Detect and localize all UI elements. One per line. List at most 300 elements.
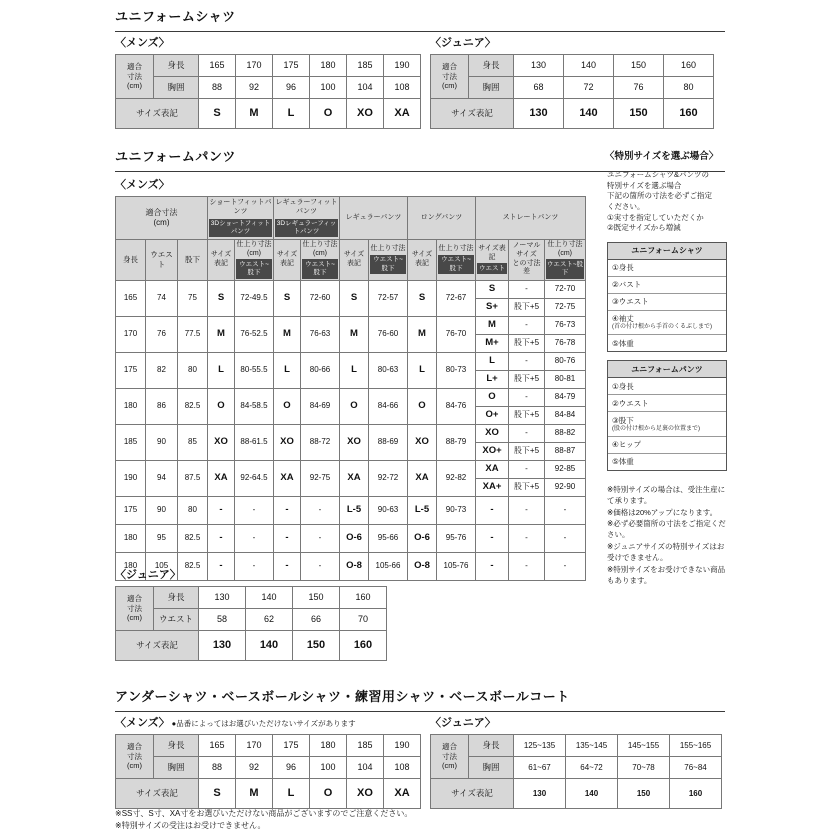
dim-cell: 170 [116,316,146,352]
dim-col-header: 身長 [116,239,146,280]
finished-dim-cell: 76-60 [369,316,408,352]
straight-cell: - [476,496,509,524]
size-cell: 160 [670,779,722,809]
dim-cell: 190 [116,460,146,496]
finished-dim-cell: - [235,552,274,580]
size-cell: XA [208,460,235,496]
size-cell: XO [408,424,437,460]
shirts-section-title: ユニフォームシャツ [115,6,725,32]
size-row-label: サイズ表記 [116,779,199,809]
straight-cell: 88-82 [545,424,586,442]
special-item: ④ヒップ [608,436,726,453]
size-cell: O [340,388,369,424]
straight-cell: - [509,524,545,552]
size-row-label: サイズ表記 [116,99,199,129]
special-item: ①身長 [612,263,634,273]
undershirts-mens-note: ●品番によってはお選びいただけないサイズがあります [171,719,356,728]
finished-dim-cell: 105-76 [437,552,476,580]
straight-cell: 92-85 [545,460,586,478]
value-cell: 61~67 [514,757,566,779]
straight-cell: - [545,552,586,580]
value-cell: 96 [273,77,310,99]
value-cell: 185 [347,55,384,77]
finished-dim-cell: 105-66 [369,552,408,580]
special-notes [607,485,727,587]
finished-dim-cell: 72-67 [437,280,476,316]
value-cell: 66 [293,609,340,631]
dim-cell: 76 [146,316,178,352]
size-cell: O [274,388,301,424]
straight-cell: 84-84 [545,406,586,424]
dim-cell: 75 [178,280,208,316]
value-cell: 170 [236,55,273,77]
size-cell: M [340,316,369,352]
size-cell: XA [384,99,421,129]
size-cell: XA [384,779,421,809]
shirts-junior-block [430,34,714,129]
undershirts-junior-block [430,714,722,809]
finished-dim-cell: 84-58.5 [235,388,274,424]
value-cell: 62 [246,609,293,631]
value-cell: 70~78 [618,757,670,779]
value-cell: 170 [236,735,273,757]
size-cell: - [274,496,301,524]
size-cell: M [208,316,235,352]
value-cell: 92 [236,757,273,779]
size-row [116,631,387,661]
pants-type-subname: 3Dショートフィットパンツ [209,219,272,237]
finished-dim-cell: - [235,496,274,524]
straight-cell: XO [476,424,509,442]
straight-cell: - [509,352,545,370]
size-cell: 150 [293,631,340,661]
finished-dim-cell: 92-75 [301,460,340,496]
row-label: 胸囲 [469,757,514,779]
value-cell: 145~155 [618,735,670,757]
shirts-mens-size-table [115,54,421,129]
value-cell: 72 [564,77,614,99]
straight-cell: 股下+5 [509,478,545,496]
value-cell: 160 [340,587,387,609]
group-header-row [116,197,586,240]
size-cell: XO [347,779,384,809]
dim-cell: 180 [116,552,146,580]
size-cell: XO [340,424,369,460]
dim-row [431,735,722,757]
sub-header-highlight: ウエスト~股下 [302,259,338,278]
dim-cell: 175 [116,352,146,388]
size-cell: - [274,524,301,552]
straight-cell: 72-70 [545,280,586,298]
data-row [116,424,586,442]
size-cell: L-5 [408,496,437,524]
straight-cell: - [509,460,545,478]
sub-header: サイズ表記 [208,239,235,280]
special-box [607,360,727,471]
dim-cell: 87.5 [178,460,208,496]
footnotes [115,808,412,832]
dim-row [431,757,722,779]
dim-row [116,77,421,99]
note-line: ※必ず必要箇所の寸法をご指定ください。 [607,519,726,540]
pants-type-header: ストレートパンツ [476,197,586,240]
size-cell: S [408,280,437,316]
size-cell: 130 [514,99,564,129]
value-cell: 165 [199,55,236,77]
finished-dim-cell: - [301,552,340,580]
sub-header: 仕上り寸法 (cm) ウエスト~股下 [235,239,274,280]
dim-col-header: 股下 [178,239,208,280]
pants-section-title: ユニフォームパンツ [115,146,725,172]
finished-dim-cell: 92-82 [437,460,476,496]
pants-junior-size-table [115,586,387,661]
straight-cell: - [509,424,545,442]
dim-cell: 80 [178,352,208,388]
dim-cell: 95 [146,524,178,552]
dim-cell: 82 [146,352,178,388]
pants-junior-block [115,566,387,661]
straight-cell: XA+ [476,478,509,496]
shirts-mens-block [115,34,421,129]
row-label: 身長 [154,735,199,757]
value-cell: 70 [340,609,387,631]
straight-cell: M [476,316,509,334]
finished-dim-cell: 84-76 [437,388,476,424]
dim-cell: 180 [116,388,146,424]
straight-cell: XA [476,460,509,478]
shirts-junior-label: 〈ジュニア〉 [430,37,496,49]
size-cell: O-6 [408,524,437,552]
straight-cell: 80-81 [545,370,586,388]
value-cell: 160 [664,55,714,77]
finished-dim-cell: 72-57 [369,280,408,316]
value-cell: 104 [347,757,384,779]
value-cell: 185 [347,735,384,757]
dim-row [116,735,421,757]
size-row [116,99,421,129]
size-cell: L-5 [340,496,369,524]
row-label: 胸囲 [154,77,199,99]
value-cell: 125~135 [514,735,566,757]
size-cell: L [273,99,310,129]
size-cell: L [274,352,301,388]
dim-row [116,587,387,609]
section-uniform-pants [115,146,725,671]
value-cell: 108 [384,757,421,779]
finished-dim-cell: 88-79 [437,424,476,460]
value-cell: 175 [273,735,310,757]
special-item-note: (股の付け根から足裏の位置まで) [612,425,700,432]
sub-header: 仕上り寸法 (cm) ウエスト~股下 [545,239,586,280]
special-item-note: (首の付け根から手首のくるぶしまで) [612,324,712,331]
value-cell: 180 [310,735,347,757]
row-label: 胸囲 [469,77,514,99]
dim-cell: 77.5 [178,316,208,352]
finished-dim-cell: 95-66 [369,524,408,552]
straight-cell: S [476,280,509,298]
size-cell: 140 [246,631,293,661]
note-line: ※特別サイズをお受けできない商品もあります。 [607,564,726,585]
special-size-title: 〈特別サイズを選ぶ場合〉 [605,151,719,162]
size-cell: O [208,388,235,424]
value-cell: 165 [199,735,236,757]
dim-cell: 85 [178,424,208,460]
undershirts-mens-table-wrap [115,734,421,809]
special-box-header: ユニフォームパンツ [608,361,726,378]
value-cell: 190 [384,735,421,757]
special-box-header: ユニフォームシャツ [608,243,726,260]
straight-cell: 股下+5 [509,370,545,388]
value-cell: 100 [310,757,347,779]
size-cell: XA [340,460,369,496]
value-cell: 68 [514,77,564,99]
straight-cell: - [545,524,586,552]
straight-cell: 88-87 [545,442,586,460]
straight-cell: - [509,388,545,406]
straight-cell: - [545,496,586,524]
note-line: ※ジュニアサイズの特別サイズはお受けできません。 [607,542,725,563]
pants-type-header: ショートフィットパンツ 3Dショートフィットパンツ [208,197,274,240]
straight-cell: 72-75 [545,298,586,316]
size-cell: 150 [614,99,664,129]
straight-cell: 80-76 [545,352,586,370]
straight-cell: 股下+5 [509,442,545,460]
finished-dim-cell: 76-70 [437,316,476,352]
straight-cell: - [476,552,509,580]
size-row-label: サイズ表記 [116,631,199,661]
dim-row [431,77,714,99]
special-intro: ユニフォームシャツ&パンツの 特別サイズを選ぶ場合 下記の箇所の寸法を必ずご指定 ください。 ①実寸を指定していただくか ②既定サイズから増減 [607,170,712,233]
pants-junior-table-wrap [115,586,387,661]
size-cell: L [208,352,235,388]
special-item: ①身長 [612,381,634,391]
row-label: ウエスト [154,609,199,631]
row-label: 身長 [154,55,199,77]
undershirts-mens-label-row [115,714,421,730]
undershirts-mens-label: 〈メンズ〉 [115,717,170,729]
value-cell: 88 [199,77,236,99]
section-uniform-shirts [115,6,725,142]
pants-type-subname: 3Dレギュラーフィットパンツ [275,219,338,237]
sub-header: サイズ表記 [408,239,437,280]
size-cell: 130 [514,779,566,809]
finished-dim-cell: 88-72 [301,424,340,460]
dim-row [116,757,421,779]
value-cell: 140 [246,587,293,609]
dim-cell: 185 [116,424,146,460]
data-row [116,316,586,334]
size-cell: O-6 [340,524,369,552]
dim-cell: 175 [116,496,146,524]
data-row [116,352,586,370]
finished-dim-cell: - [301,496,340,524]
special-box [607,242,727,353]
straight-cell: 84-79 [545,388,586,406]
straight-cell: O+ [476,406,509,424]
straight-cell: - [509,496,545,524]
value-cell: 96 [273,757,310,779]
size-row-label: サイズ表記 [431,779,514,809]
straight-cell: 股下+5 [509,334,545,352]
finished-dim-cell: 88-61.5 [235,424,274,460]
note-line: ※価格は20%アップになります。 [607,507,718,517]
finished-dim-cell: 84-66 [369,388,408,424]
straight-cell: 76-78 [545,334,586,352]
finished-dim-cell: - [301,524,340,552]
special-item: ②バスト [608,276,726,293]
pants-mens-table-wrap [115,196,586,581]
row-label: 胸囲 [154,757,199,779]
straight-cell: 股下+5 [509,298,545,316]
pants-type-header: レギュラーフィットパンツ 3Dレギュラーフィットパンツ [274,197,340,240]
size-cell: XO [208,424,235,460]
dim-row [431,55,714,77]
sub-header-highlight: ウエスト~股下 [370,255,406,274]
value-cell: 130 [514,55,564,77]
dim-row [116,55,421,77]
special-item: ②ウエスト [608,394,726,411]
finished-dim-cell: 95-76 [437,524,476,552]
row-label: 身長 [469,55,514,77]
data-row [116,496,586,524]
size-cell: S [340,280,369,316]
dim-cell: 165 [116,280,146,316]
size-cell: 140 [566,779,618,809]
dim-cell: 94 [146,460,178,496]
special-item: ④袖丈 (首の付け根から手首のくるぶしまで) [608,310,726,335]
value-cell: 88 [199,757,236,779]
size-row [431,779,722,809]
dim-cell: 82.5 [178,524,208,552]
finished-dim-cell: 92-72 [369,460,408,496]
data-row [116,524,586,552]
sub-header: サイズ表記 [340,239,369,280]
size-cell: 160 [340,631,387,661]
size-cell: 150 [618,779,670,809]
finished-dim-cell: 76-63 [301,316,340,352]
size-cell: L [340,352,369,388]
value-cell: 76~84 [670,757,722,779]
finished-dim-cell: 84-69 [301,388,340,424]
special-item: ⑤体重 [608,453,726,470]
dim-cell: 82.5 [178,552,208,580]
finished-dim-cell: 80-73 [437,352,476,388]
straight-cell: M+ [476,334,509,352]
dim-header: 適合 寸法 (cm) [431,55,469,99]
size-cell: M [236,99,273,129]
data-row [116,388,586,406]
pants-mens-block [115,176,586,581]
pants-mens-table [115,196,586,581]
size-cell: 140 [564,99,614,129]
row-label: 身長 [154,587,199,609]
straight-cell: S+ [476,298,509,316]
undershirts-mens-size-table [115,734,421,809]
sub-header: 仕上り寸法 ウエスト~股下 [437,239,476,280]
value-cell: 180 [310,55,347,77]
shirts-junior-table-wrap [430,54,714,129]
size-cell: S [199,779,236,809]
finished-dim-cell: 76-52.5 [235,316,274,352]
value-cell: 155~165 [670,735,722,757]
dim-row [116,609,387,631]
size-cell: XA [274,460,301,496]
straight-cell: 股下+5 [509,406,545,424]
sub-header-highlight: ウエスト~股下 [438,255,474,274]
special-item: ③股下 (股の付け根から足裏の位置まで) [608,411,726,436]
dim-header: 適合 寸法 (cm) [116,587,154,631]
note-line: ※特別サイズの場合は、受注生産にて承ります。 [607,484,726,505]
straight-cell: L [476,352,509,370]
dim-cell: 90 [146,496,178,524]
footnote-line: ※特別サイズの受注はお受けできません。 [115,821,266,830]
pants-type-header: ロングパンツ [408,197,476,240]
dim-header: 適合 寸法 (cm) [431,735,469,779]
size-cell: M [408,316,437,352]
size-cell: 160 [664,99,714,129]
sub-header-highlight: ウエスト [477,263,507,274]
size-cell: O [310,99,347,129]
straight-cell: - [509,552,545,580]
special-item: ⑤体重 [608,334,726,351]
size-cell: O-8 [408,552,437,580]
sub-header-row [116,239,586,280]
undershirts-junior-label: 〈ジュニア〉 [430,717,496,729]
data-row [116,280,586,298]
dim-cell: 86 [146,388,178,424]
sub-header: 仕上り寸法 (cm) ウエスト~股下 [301,239,340,280]
finished-dim-cell: 80-63 [369,352,408,388]
value-cell: 140 [564,55,614,77]
size-cell: O [310,779,347,809]
sub-header-highlight: ウエスト~股下 [236,259,272,278]
pants-mens-label: 〈メンズ〉 [115,179,170,191]
size-cell: M [274,316,301,352]
value-cell: 150 [614,55,664,77]
size-cell: - [208,524,235,552]
sub-header-highlight: ウエスト~股下 [546,259,584,278]
dim-header: 適合 寸法 (cm) [116,735,154,779]
straight-cell: 76-73 [545,316,586,334]
dim-header: 適合 寸法 (cm) [116,55,154,99]
straight-cell: 92-90 [545,478,586,496]
finished-dim-cell: 90-73 [437,496,476,524]
shirts-junior-size-table [430,54,714,129]
size-cell: 130 [199,631,246,661]
value-cell: 190 [384,55,421,77]
size-cell: S [274,280,301,316]
straight-cell: - [509,316,545,334]
finished-dim-cell: 72-49.5 [235,280,274,316]
straight-cell: O [476,388,509,406]
value-cell: 80 [664,77,714,99]
undershirts-mens-block [115,714,421,809]
row-label: 身長 [469,735,514,757]
shirts-mens-label: 〈メンズ〉 [115,37,170,49]
size-row [431,99,714,129]
size-cell: - [208,496,235,524]
finished-dim-cell: 92-64.5 [235,460,274,496]
value-cell: 130 [199,587,246,609]
data-row [116,460,586,478]
size-cell: XO [274,424,301,460]
section-undershirts [115,686,725,834]
pants-junior-label: 〈ジュニア〉 [115,569,181,581]
finished-dim-cell: 80-55.5 [235,352,274,388]
size-cell: L [408,352,437,388]
value-cell: 58 [199,609,246,631]
value-cell: 76 [614,77,664,99]
